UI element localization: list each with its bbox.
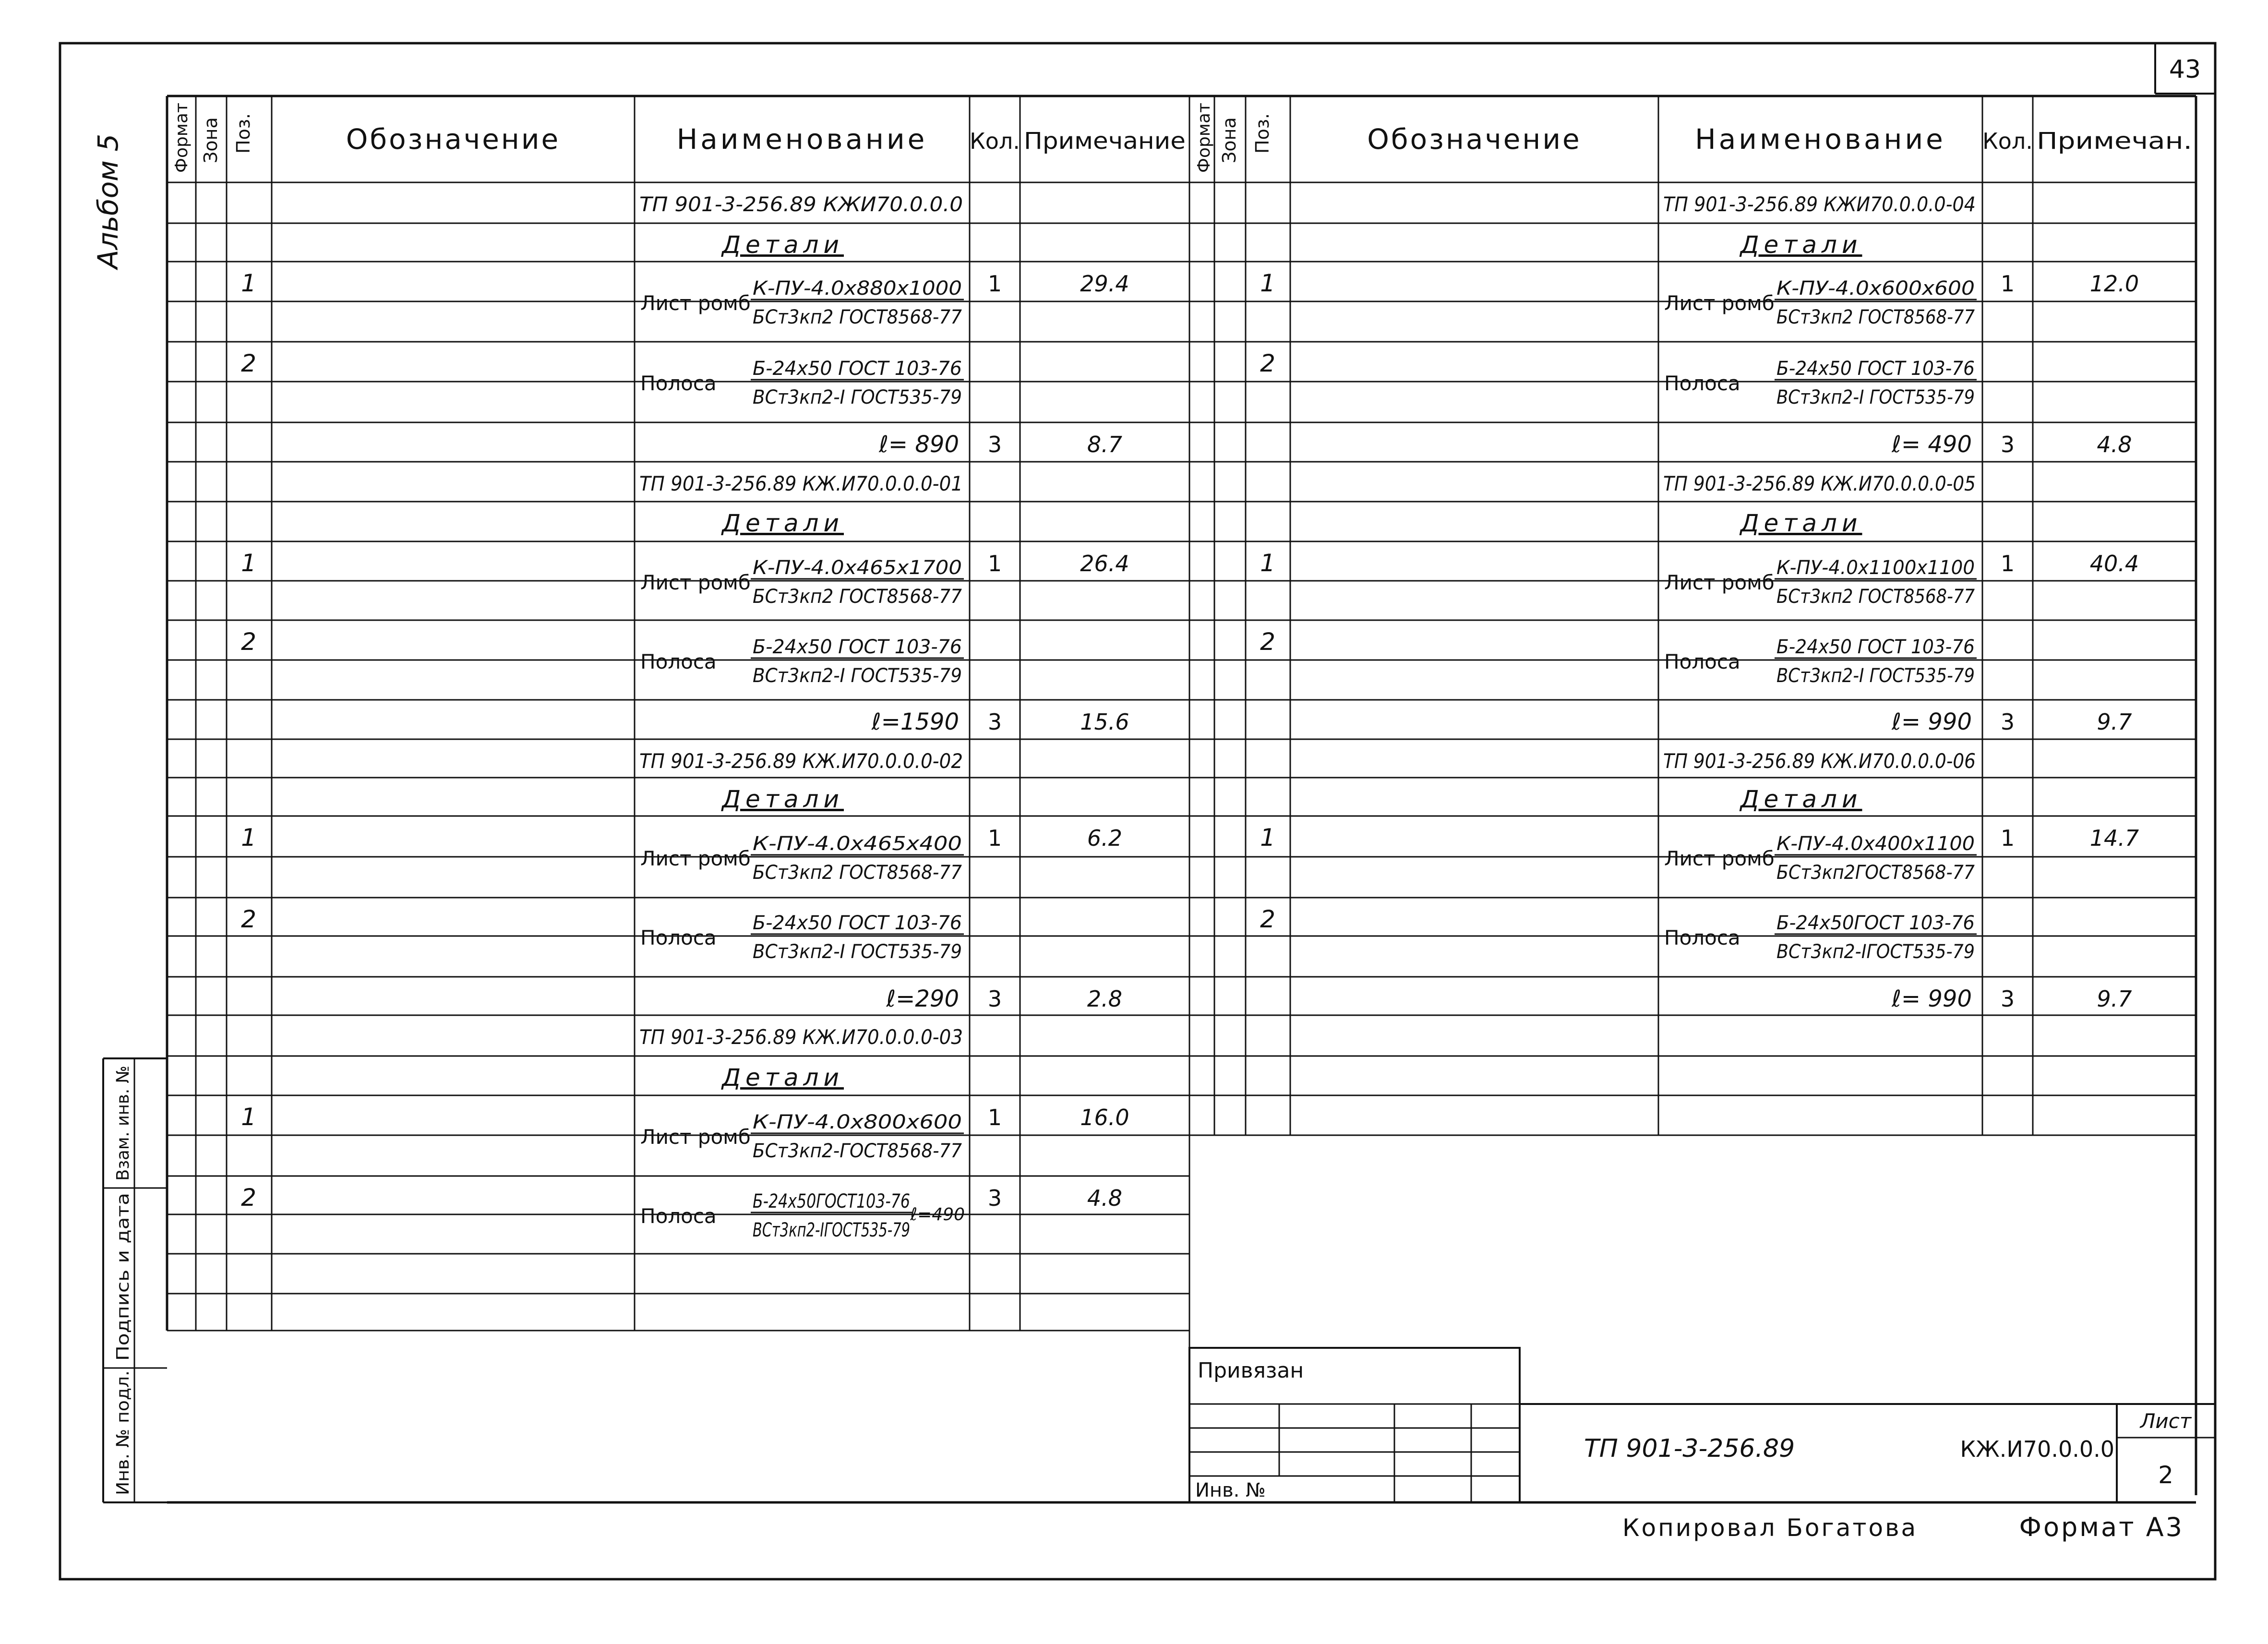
fraction-denominator: БСт3кп2-ГОСТ8568-77 xyxy=(753,1140,962,1162)
position-number: 2 xyxy=(1260,628,1275,656)
table-grid xyxy=(60,43,2215,1579)
table-text xyxy=(92,55,2201,1542)
quantity: 1 xyxy=(2000,271,2015,297)
fraction-numerator: К-ПУ-4.0х800х600 xyxy=(753,1111,962,1133)
album-label: Альбом 5 xyxy=(92,133,124,269)
list-label: Лист xyxy=(2140,1409,2192,1433)
header-format: Формат xyxy=(1194,102,1214,173)
header-name: Наименование xyxy=(676,123,928,156)
item-name: Полоса xyxy=(1664,372,1740,395)
item-name: Лист ромб xyxy=(1664,571,1775,594)
assembly-designation: ТП 901-3-256.89 КЖ.И70.0.0.0-01 xyxy=(639,472,963,495)
list-number: 2 xyxy=(2158,1461,2173,1489)
item-name: Полоса xyxy=(640,926,717,949)
item-name: Полоса xyxy=(1664,926,1740,949)
fraction-numerator: Б-24х50ГОСТ 103-76 xyxy=(1776,912,1975,934)
mass-note: 26.4 xyxy=(1080,551,1129,576)
fraction-denominator: ВСт3кп2-I ГОСТ535-79 xyxy=(753,941,962,963)
fraction-denominator: ВСт3кп2-I ГОСТ535-79 xyxy=(753,386,962,408)
privyazan-label: Привязан xyxy=(1198,1358,1304,1383)
quantity: 1 xyxy=(987,271,1002,297)
header-zone: Зона xyxy=(1219,117,1240,163)
fraction-denominator: БСт3кп2 ГОСТ8568-77 xyxy=(753,862,962,884)
position-number: 1 xyxy=(241,269,256,297)
item-name: Лист ромб xyxy=(1664,847,1775,870)
fraction-numerator: Б-24х50 ГОСТ 103-76 xyxy=(1776,358,1975,380)
item-name: Полоса xyxy=(640,372,717,395)
outer-frame xyxy=(60,43,2215,1579)
fraction-denominator: БСт3кп2 ГОСТ8568-77 xyxy=(753,306,962,328)
header-qty: Кол. xyxy=(1982,128,2033,154)
item-name: Полоса xyxy=(640,1204,717,1228)
fraction-denominator: ВСт3кп2-I ГОСТ535-79 xyxy=(1776,386,1975,408)
section-title: Детали xyxy=(721,231,844,259)
section-title: Детали xyxy=(1740,509,1862,537)
quantity: 3 xyxy=(2000,432,2015,457)
fraction-denominator: ВСт3кп2-I ГОСТ535-79 xyxy=(753,665,962,687)
mass-note: 8.7 xyxy=(1087,432,1123,457)
quantity: 1 xyxy=(987,551,1002,576)
position-number: 2 xyxy=(1260,349,1275,377)
assembly-designation: ТП 901-3-256.89 КЖ.И70.0.0.0-05 xyxy=(1663,472,1976,495)
length-value: ℓ=1590 xyxy=(871,708,959,735)
stamp-vzam-inv: Взам. инв. № xyxy=(113,1063,133,1181)
length-value: ℓ= 890 xyxy=(879,431,959,458)
position-number: 2 xyxy=(241,1184,256,1212)
quantity: 1 xyxy=(2000,825,2015,851)
length-value: ℓ=290 xyxy=(886,985,959,1012)
fraction-numerator: Б-24х50 ГОСТ 103-76 xyxy=(753,912,962,934)
fraction-numerator: Б-24х50 ГОСТ 103-76 xyxy=(753,636,962,658)
fraction-numerator: К-ПУ-4.0х600х600 xyxy=(1776,277,1975,300)
mass-note: 2.8 xyxy=(1087,986,1123,1012)
inv-no-label: Инв. № xyxy=(1195,1479,1266,1501)
quantity: 3 xyxy=(987,709,1002,735)
quantity: 1 xyxy=(987,1104,1002,1130)
quantity: 3 xyxy=(2000,709,2015,735)
position-number: 2 xyxy=(241,349,256,377)
position-number: 1 xyxy=(1260,824,1275,852)
header-name: Наименование xyxy=(1695,123,1946,156)
position-number: 1 xyxy=(241,549,256,577)
header-qty: Кол. xyxy=(970,128,1020,154)
mass-note: 12.0 xyxy=(2089,271,2139,297)
sheet-number-corner: 43 xyxy=(2169,55,2201,84)
header-pos: Поз. xyxy=(233,113,254,154)
format-label: Формат А3 xyxy=(2019,1512,2184,1542)
quantity: 3 xyxy=(987,986,1002,1012)
fraction-numerator: К-ПУ-4.0х400х1100 xyxy=(1776,833,1975,855)
header-zone: Зона xyxy=(200,117,221,163)
fraction-denominator: БСт3кп2 ГОСТ8568-77 xyxy=(753,586,962,608)
item-name: Лист ромб xyxy=(1664,291,1775,315)
section-title: Детали xyxy=(721,1064,844,1092)
header-designation: Обозначение xyxy=(1367,123,1582,156)
fraction-denominator: БСт3кп2 ГОСТ8568-77 xyxy=(1776,586,1975,608)
position-number: 2 xyxy=(241,905,256,933)
mass-note: 6.2 xyxy=(1087,825,1123,851)
fraction-numerator: Б-24х50 ГОСТ 103-76 xyxy=(753,358,962,380)
section-title: Детали xyxy=(1740,785,1862,813)
fraction-denominator: БСт3кп2 ГОСТ8568-77 xyxy=(1776,306,1975,328)
mass-note: 40.4 xyxy=(2089,551,2139,576)
fraction-numerator: К-ПУ-4.0х880х1000 xyxy=(753,277,962,300)
position-number: 1 xyxy=(241,1103,256,1131)
header-designation: Обозначение xyxy=(346,123,561,156)
fraction-denominator: ВСт3кп2-I ГОСТ535-79 xyxy=(1776,665,1975,687)
assembly-designation: ТП 901-3-256.89 КЖ.И70.0.0.0-06 xyxy=(1663,749,1976,773)
mass-note: 4.8 xyxy=(1087,1185,1123,1211)
quantity: 3 xyxy=(2000,986,2015,1012)
assembly-designation: ТП 901-3-256.89 КЖ.И70.0.0.0-03 xyxy=(639,1025,963,1049)
item-name: Лист ромб xyxy=(640,291,751,315)
item-name: Лист ромб xyxy=(640,847,751,870)
quantity: 3 xyxy=(987,1185,1002,1211)
section-title: Детали xyxy=(721,509,844,537)
length-value: ℓ=490 xyxy=(910,1205,965,1224)
copied-by: Копировал Богатова xyxy=(1622,1514,1918,1542)
fraction-denominator: ВСт3кп2-IГОСТ535-79 xyxy=(1776,941,1975,963)
fraction-numerator: Б-24х50ГОСТ103-76 xyxy=(753,1190,910,1212)
item-name: Полоса xyxy=(640,650,717,673)
mass-note: 4.8 xyxy=(2097,432,2132,457)
quantity: 1 xyxy=(2000,551,2015,576)
section-title: Детали xyxy=(1740,231,1862,259)
fraction-denominator: ВСт3кп2-IГОСТ535-79 xyxy=(753,1219,910,1241)
item-name: Полоса xyxy=(1664,650,1740,673)
assembly-designation: ТП 901-3-256.89 КЖИ70.0.0.0 xyxy=(639,192,963,216)
fraction-numerator: К-ПУ-4.0х465х1700 xyxy=(753,557,962,579)
stamp-inv-podl: Инв. № подл. xyxy=(113,1376,133,1495)
mass-note: 9.7 xyxy=(2097,986,2132,1012)
position-number: 1 xyxy=(241,824,256,852)
item-name: Лист ромб xyxy=(640,571,751,594)
length-value: ℓ= 990 xyxy=(1892,708,1972,735)
header-pos: Поз. xyxy=(1252,113,1273,154)
mass-note: 14.7 xyxy=(2089,825,2139,851)
header-note: Примечан. xyxy=(2037,128,2192,155)
fraction-denominator: БСт3кп2ГОСТ8568-77 xyxy=(1776,862,1975,884)
section-title: Детали xyxy=(721,785,844,813)
length-value: ℓ= 990 xyxy=(1892,985,1972,1012)
position-number: 1 xyxy=(1260,269,1275,297)
length-value: ℓ= 490 xyxy=(1892,431,1972,458)
quantity: 1 xyxy=(987,825,1002,851)
mass-note: 15.6 xyxy=(1080,709,1129,735)
assembly-designation: ТП 901-3-256.89 КЖИ70.0.0.0-04 xyxy=(1663,192,1976,216)
mass-note: 16.0 xyxy=(1080,1104,1129,1130)
fraction-numerator: К-ПУ-4.0х1100х1100 xyxy=(1776,557,1975,579)
assembly-designation: ТП 901-3-256.89 КЖ.И70.0.0.0-02 xyxy=(639,749,963,773)
header-format: Формат xyxy=(172,102,192,173)
position-number: 2 xyxy=(241,628,256,656)
stamp-podpis: Подпись и дата xyxy=(113,1217,133,1361)
fraction-numerator: К-ПУ-4.0х465х400 xyxy=(753,833,962,855)
fraction-numerator: Б-24х50 ГОСТ 103-76 xyxy=(1776,636,1975,658)
header-note: Примечание xyxy=(1024,128,1186,155)
mass-note: 29.4 xyxy=(1080,271,1129,297)
quantity: 3 xyxy=(987,432,1002,457)
position-number: 1 xyxy=(1260,549,1275,577)
position-number: 2 xyxy=(1260,905,1275,933)
document-code: КЖ.И70.0.0.0 xyxy=(1960,1436,2114,1462)
project-code: ТП 901-3-256.89 xyxy=(1584,1434,1795,1463)
mass-note: 9.7 xyxy=(2097,709,2132,735)
item-name: Лист ромб xyxy=(640,1125,751,1149)
